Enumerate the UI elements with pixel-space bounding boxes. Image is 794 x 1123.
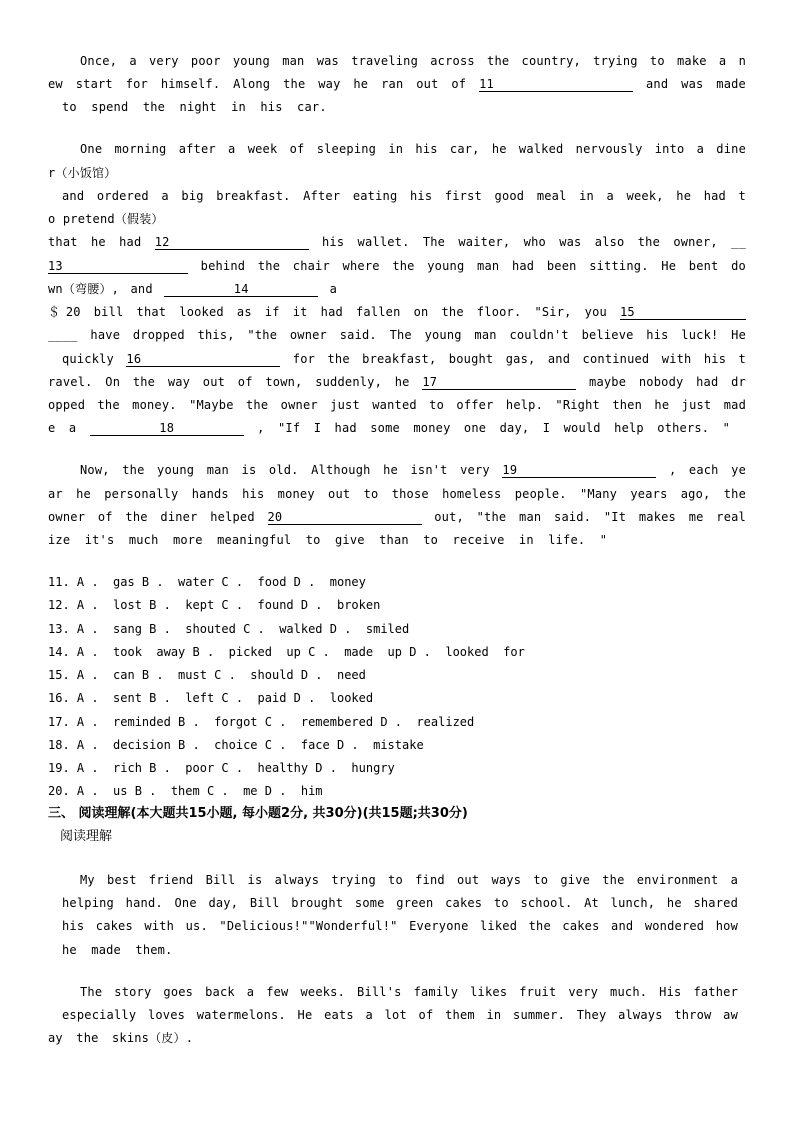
blank-14[interactable]: 14 xyxy=(164,283,318,297)
passage-line: One morning after a week of sleeping in his car, he walked nervously into a dine xyxy=(80,142,746,156)
option-row-11: 11. A . gas B . water C . food D . money xyxy=(48,575,366,589)
option-row-20: 20. A . us B . them C . me D . him xyxy=(48,784,323,798)
blank-16[interactable]: 16 xyxy=(126,353,280,367)
passage-line: ay the skins（皮）. xyxy=(48,1031,194,1045)
passage-line: he made them. xyxy=(62,943,173,957)
passage-line: Once, a very poor young man was traveling across the country, trying to make a n xyxy=(80,54,746,68)
option-row-12: 12. A . lost B . kept C . found D . broken xyxy=(48,598,381,612)
passage-line: ravel. On the way out of town, suddenly, he 17 maybe nobody had dr xyxy=(48,375,746,389)
blank-15[interactable]: 15 xyxy=(620,306,746,320)
section-subheading: 阅读理解 xyxy=(60,829,113,844)
blank-11[interactable]: 11 xyxy=(479,78,633,92)
passage-line: ____ have dropped this, "the owner said. The young man couldn't believe his luck! He xyxy=(48,328,746,342)
option-row-13: 13. A . sang B . shouted C . walked D . smiled xyxy=(48,622,410,636)
passage-line: that he had 12 his wallet. The waiter, who was also the owner, __ xyxy=(48,235,746,249)
blank-13[interactable]: 13 xyxy=(48,260,188,274)
passage-line: wn（弯腰）, and 14 a xyxy=(48,282,338,296)
option-row-14: 14. A . took away B . picked up C . made up D . looked for xyxy=(48,645,525,659)
passage-line: My best friend Bill is always trying to find out ways to give the environment a xyxy=(80,873,738,887)
option-row-15: 15. A . can B . must C . should D . need xyxy=(48,668,366,682)
passage-line: 13 behind the chair where the young man had been sitting. He bent do xyxy=(48,259,746,273)
passage-line: Now, the young man is old. Although he isn't very 19 , each ye xyxy=(80,463,746,477)
passage-line: ize it's much more meaningful to give than to receive in life. " xyxy=(48,533,608,547)
passage-line: e a 18 , "If I had some money one day, I would help others. " xyxy=(48,421,731,435)
passage-line: ＄20 bill that looked as if it had fallen on the floor. "Sir, you 15 xyxy=(48,304,746,320)
blank-12[interactable]: 12 xyxy=(155,236,309,250)
passage-line: quickly 16 for the breakfast, bought gas, and continued with his t xyxy=(62,352,746,366)
passage-line: o pretend（假装） xyxy=(48,212,164,226)
passage-line: to spend the night in his car. xyxy=(62,100,327,114)
passage-line: ar he personally hands his money out to those homeless people. "Many years ago, the xyxy=(48,487,746,501)
blank-19[interactable]: 19 xyxy=(502,464,656,478)
passage-line: owner of the diner helped 20 out, "the man said. "It makes me real xyxy=(48,510,746,524)
passage-line: r（小饭馆） xyxy=(48,166,117,180)
passage-line: The story goes back a few weeks. Bill's family likes fruit very much. His father xyxy=(80,985,738,999)
passage-line: especially loves watermelons. He eats a lot of them in summer. They always throw aw xyxy=(62,1008,738,1022)
option-row-16: 16. A . sent B . left C . paid D . looked xyxy=(48,691,374,705)
blank-20[interactable]: 20 xyxy=(268,511,422,525)
section-heading: 三、 阅读理解(本大题共15小题, 每小题2分, 共30分)(共15题;共30分) xyxy=(48,806,468,821)
passage-line: opped the money. "Maybe the owner just wanted to offer help. "Right then he just mad xyxy=(48,398,746,412)
option-row-19: 19. A . rich B . poor C . healthy D . hungry xyxy=(48,761,395,775)
option-row-18: 18. A . decision B . choice C . face D . mistake xyxy=(48,738,424,752)
passage-line: ew start for himself. Along the way he ran out of 11 and was made xyxy=(48,77,746,91)
passage-line: helping hand. One day, Bill brought some green cakes to school. At lunch, he shared xyxy=(62,896,738,910)
blank-17[interactable]: 17 xyxy=(422,376,576,390)
blank-18[interactable]: 18 xyxy=(90,422,244,436)
passage-line: his cakes with us. "Delicious!""Wonderful!" Everyone liked the cakes and wondered how xyxy=(62,919,738,933)
passage-line: and ordered a big breakfast. After eating his first good meal in a week, he had t xyxy=(62,189,746,203)
option-row-17: 17. A . reminded B . forgot C . remembered D . realized xyxy=(48,715,475,729)
